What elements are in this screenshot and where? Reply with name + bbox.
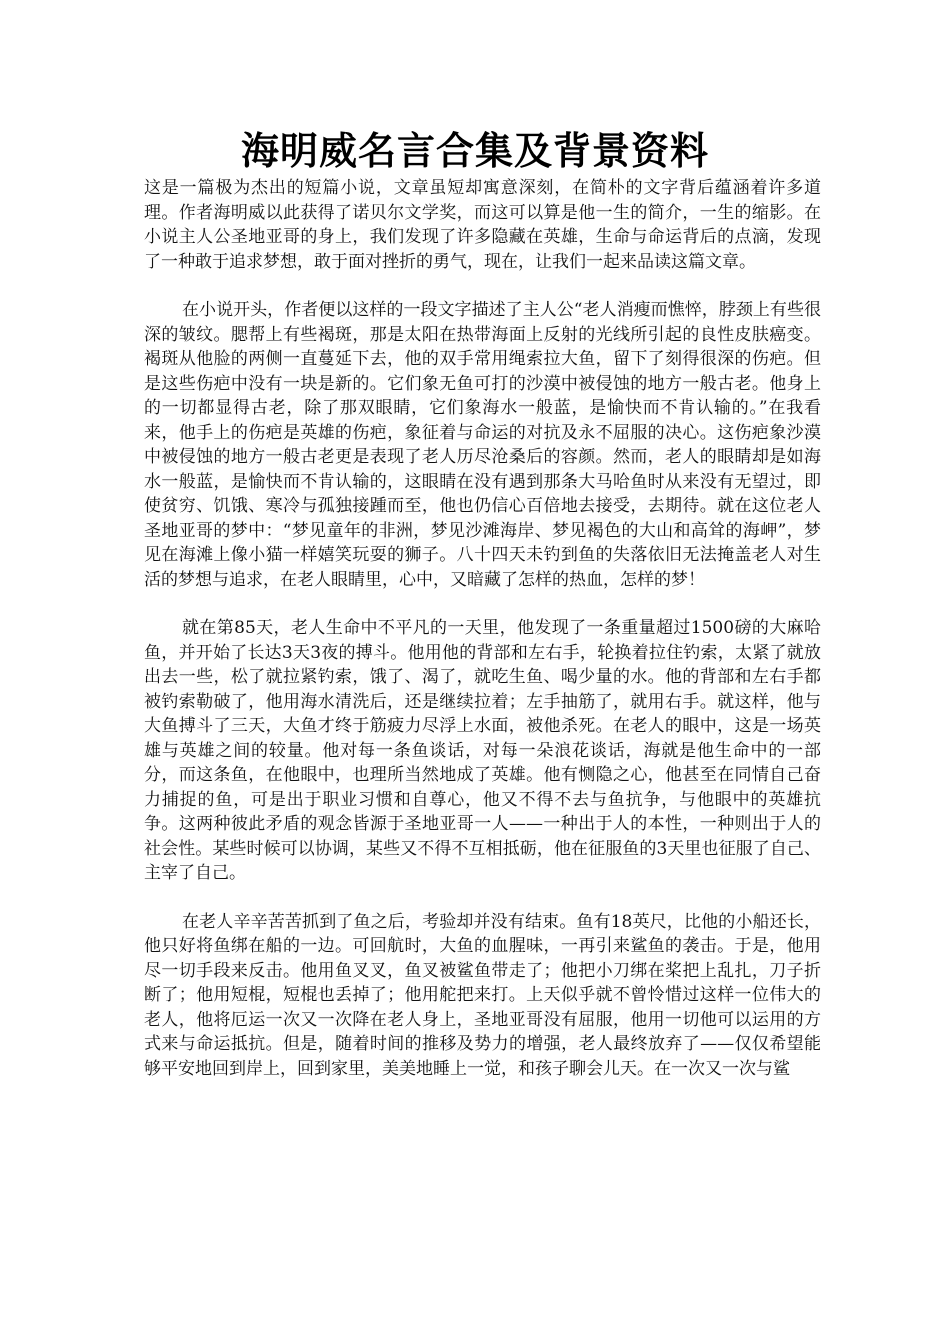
paragraph-opening-description: 在小说开头，作者便以这样的一段文字描述了主人公“老人消瘦而憔悴，脖颈上有些很深的皱纹。腮帮上有些褐斑，那是太阳在热带海面上反射的光线所引起的良性皮肤癌变。褐斑从他脸的两侧一直蔓延下去，他的双手常用绳索拉大鱼，留下了刻得很深的伤疤。但是这些伤疤中没有一块是新的。它们象无鱼可打的沙漠中被侵蚀的地方一般古老。他身上的一切都显得古老，除了那双眼睛，它们象海水一般蓝，是愉快而不肯认输的。”在我看来，他手上的伤疤是英雄的伤疤，象征着与命运的对抗及永不屈服的决心。这伤疤象沙漠中被侵蚀的地方一般古老更是表现了老人历尽沧桑后的容颜。然而，老人的眼睛却是如海水一般蓝，是愉快而不肯认输的，这眼睛在没有遇到那条大马哈鱼时从来没有无望过，即使贫穷、饥饿、寒冷与孤独接踵而至，他也仍信心百倍地去接受，去期待。就在这位老人圣地亚哥的梦中：“梦见童年的非洲，梦见沙滩海岸、梦见褐色的大山和高耸的海岬”，梦见在海滩上像小猫一样嬉笑玩耍的狮子。八十四天未钓到鱼的失落依旧无法掩盖老人对生活的梦想与追求，在老人眼睛里，心中，又暗藏了怎样的热血，怎样的梦！ [144,300,821,590]
document-body [144,176,821,1105]
document-title: 海明威名言合集及背景资料 [240,128,709,173]
paragraph-shark-attack: 在老人辛辛苦苦抓到了鱼之后，考验却并没有结束。鱼有18英尺，比他的小船还长，他只好将鱼绑在船的一边。可回航时，大鱼的血腥味，一再引来鲨鱼的袭击。于是，他用尽一切手段来反击。他用鱼叉叉，鱼叉被鲨鱼带走了；他把小刀绑在桨把上乱扎，刀子折断了；他用短棍，短棍也丢掉了；他用舵把来打。上天似乎就不曾怜惜过这样一位伟大的老人，他将厄运一次又一次降在老人身上，圣地亚哥没有屈服，他用一切他可以运用的方式来与命运抵抗。但是，随着时间的推移及势力的增强，老人最终放弃了——仅仅希望能够平安地回到岸上，回到家里，美美地睡上一觉，和孩子聊会儿天。在一次又一次与鲨 [144,911,821,1079]
paragraph-intro: 这是一篇极为杰出的短篇小说，文章虽短却寓意深刻，在简朴的文字背后蕴涵着许多道理。作者海明威以此获得了诺贝尔文学奖，而这可以算是他一生的简介，一生的缩影。在小说主人公圣地亚哥的身上，我们发现了许多隐藏在英雄，生命与命运背后的点滴，发现了一种敢于追求梦想，敢于面对挫折的勇气，现在，让我们一起来品读这篇文章。 [144,178,821,272]
paragraph-fish-battle: 就在第85天，老人生命中不平凡的一天里，他发现了一条重量超过1500磅的大麻哈鱼，并开始了长达3天3夜的搏斗。他用他的背部和左右手，轮换着拉住钓索，太紧了就放出去一些，松了就拉紧钓索，饿了、渴了，就吃生鱼、喝少量的水。他的背部和左右手都被钓索勒破了，他用海水清洗后，还是继续拉着；左手抽筋了，就用右手。就这样，他与大鱼搏斗了三天，大鱼才终于筋疲力尽浮上水面，被他杀死。在老人的眼中，这是一场英雄与英雄之间的较量。他对每一条鱼谈话，对每一朵浪花谈话，海就是他生命中的一部分，而这条鱼，在他眼中，也理所当然地成了英雄。他有恻隐之心，他甚至在同情自己奋力捕捉的鱼，可是出于职业习惯和自尊心，他又不得不去与鱼抗争，与他眼中的英雄抗争。这两种彼此矛盾的观念皆源于圣地亚哥一人——一种出于人的本性，一种则出于人的社会性。某些时候可以协调，某些又不得不互相抵砺，他在征服鱼的3天里也征服了自己、主宰了自己。 [144,618,821,883]
